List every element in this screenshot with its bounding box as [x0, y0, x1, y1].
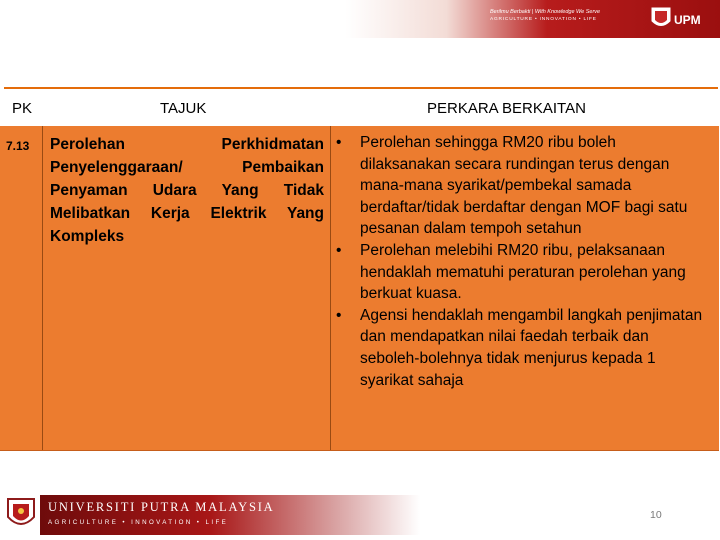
list-item — [336, 132, 708, 240]
upm-crest-icon — [650, 5, 710, 33]
column-divider — [330, 126, 331, 450]
header-rule — [4, 87, 718, 89]
bullet-icon: • — [336, 134, 342, 151]
list-item-text: Perolehan melebihi RM20 ribu, pelaksanaan hendaklah mematuhi peraturan perolehan yang berkuat kuasa. — [360, 241, 686, 303]
bullet-icon: • — [336, 306, 342, 324]
page-number: 10 — [650, 509, 662, 521]
list-item-text: Perolehan sehingga RM20 ribu boleh dilaksanakan secara rundingan terus dengan mana-mana syarikat/pembekal samada berdaftar/tidak berdaftar dengan MOF bagi satu pesanan dalam tempoh setahun — [360, 134, 688, 238]
upm-logo-text: UPM — [674, 13, 701, 27]
list-item — [336, 240, 708, 305]
column-divider — [42, 126, 43, 450]
footer-motto: AGRICULTURE • INNOVATION • LIFE — [48, 519, 229, 526]
perkara-list — [336, 132, 708, 391]
top-tagline: Berilmu Berbakti | With Knowledge We Serve — [490, 9, 601, 15]
bullet-icon: • — [336, 241, 342, 259]
column-header-tajuk: TAJUK — [160, 100, 207, 117]
table-row — [0, 126, 719, 451]
top-banner — [0, 0, 720, 38]
column-header-pk: PK — [12, 100, 33, 117]
row-number: 7.13 — [6, 139, 30, 153]
upm-shield-icon — [652, 8, 670, 26]
column-header-perkara: PERKARA BERKAITAN — [427, 100, 586, 117]
top-motto: AGRICULTURE • INNOVATION • LIFE — [490, 17, 597, 22]
university-crest-icon — [4, 495, 38, 535]
list-item-text: Agensi hendaklah mengambil langkah penjimatan dan mendapatkan nilai faedah terbaik dan seboleh-bolehnya tidak menjurus kepada 1 syarikat sahaja — [360, 306, 703, 389]
list-item — [336, 305, 708, 391]
row-tajuk: Perolehan Perkhidmatan Penyelenggaraan/ Pembaikan Penyaman Udara Yang Tidak Melibatkan Kerja Elektrik Yang Kompleks — [50, 136, 324, 245]
university-name: UNIVERSITI PUTRA MALAYSIA — [48, 500, 275, 514]
